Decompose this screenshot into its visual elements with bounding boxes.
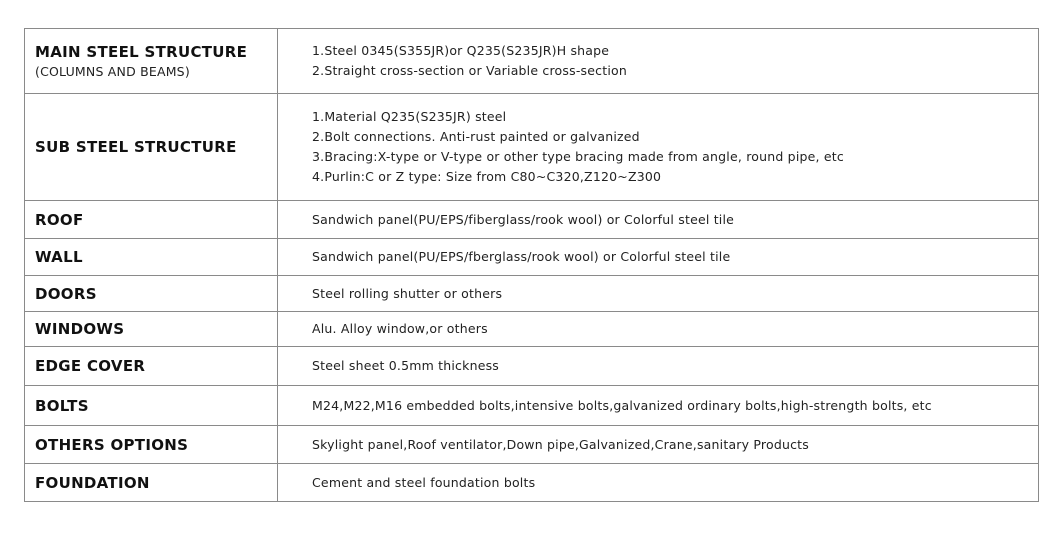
spec-line: 2.Straight cross-section or Variable cross-section: [312, 63, 627, 78]
spec-line: 1.Steel 0345(S355JR)or Q235(S235JR)H shape: [312, 43, 610, 58]
row-value-cell: [278, 386, 1039, 426]
table-row-others-options: [25, 426, 1039, 464]
spec-line: M24,M22,M16 embedded bolts,intensive bolts,galvanized ordinary bolts,high-strength bolts, etc: [312, 397, 932, 413]
spec-line: Alu. Alloy window,or others: [312, 321, 488, 336]
table-row-main-steel: [25, 29, 1039, 94]
spec-line: Sandwich panel(PU/EPS/fberglass/rook wool) or Colorful steel tile: [312, 249, 731, 264]
row-value-cell: [278, 239, 1039, 276]
table-row-windows: [25, 312, 1039, 347]
row-label: ROOF: [35, 210, 84, 229]
row-label-cell: [25, 201, 278, 239]
spec-line: Cement and steel foundation bolts: [312, 474, 536, 490]
row-sublabel: (COLUMNS AND BEAMS): [35, 64, 190, 79]
table-row-foundation: [25, 464, 1039, 502]
spec-line: Steel rolling shutter or others: [312, 285, 503, 301]
spec-line: Steel sheet 0.5mm thickness: [312, 358, 500, 373]
spec-line: Skylight panel,Roof ventilator,Down pipe,Galvanized,Crane,sanitary Products: [312, 436, 809, 452]
row-value-cell: [278, 29, 1039, 94]
row-label: FOUNDATION: [35, 473, 150, 492]
spec-line: 4.Purlin:C or Z type: Size from C80~C320,Z120~Z300: [312, 169, 662, 184]
row-label-cell: [25, 464, 278, 502]
table-row-edge-cover: [25, 347, 1039, 386]
row-label-cell: [25, 239, 278, 276]
row-label: WINDOWS: [35, 320, 125, 338]
row-value-cell: [278, 276, 1039, 312]
row-value-cell: [278, 201, 1039, 239]
table-row-doors: [25, 276, 1039, 312]
row-value-cell: [278, 94, 1039, 201]
row-value-cell: [278, 347, 1039, 386]
row-label-cell: [25, 29, 278, 94]
row-label: EDGE COVER: [35, 357, 146, 375]
row-label: SUB STEEL STRUCTURE: [35, 138, 237, 156]
row-label: OTHERS OPTIONS: [35, 435, 189, 454]
row-label: WALL: [35, 248, 83, 266]
spec-line: Sandwich panel(PU/EPS/fiberglass/rook wool) or Colorful steel tile: [312, 211, 735, 227]
table-row-sub-steel: [25, 94, 1039, 201]
table-row-roof: [25, 201, 1039, 239]
table-row-wall: [25, 239, 1039, 276]
row-label-cell: [25, 94, 278, 201]
row-label-cell: [25, 276, 278, 312]
table-row-bolts: [25, 386, 1039, 426]
row-value-cell: [278, 426, 1039, 464]
row-label-cell: [25, 312, 278, 347]
row-value-cell: [278, 312, 1039, 347]
row-label: BOLTS: [35, 396, 89, 415]
row-label-cell: [25, 426, 278, 464]
row-label: MAIN STEEL STRUCTURE: [35, 43, 248, 61]
row-label-cell: [25, 347, 278, 386]
spec-line: 1.Material Q235(S235JR) steel: [312, 109, 507, 124]
spec-table: [24, 28, 1039, 502]
spec-line: 2.Bolt connections. Anti-rust painted or galvanized: [312, 129, 640, 144]
spec-line: 3.Bracing:X-type or V-type or other type bracing made from angle, round pipe, etc: [312, 149, 844, 164]
row-label-cell: [25, 386, 278, 426]
row-value-cell: [278, 464, 1039, 502]
row-label: DOORS: [35, 284, 97, 303]
